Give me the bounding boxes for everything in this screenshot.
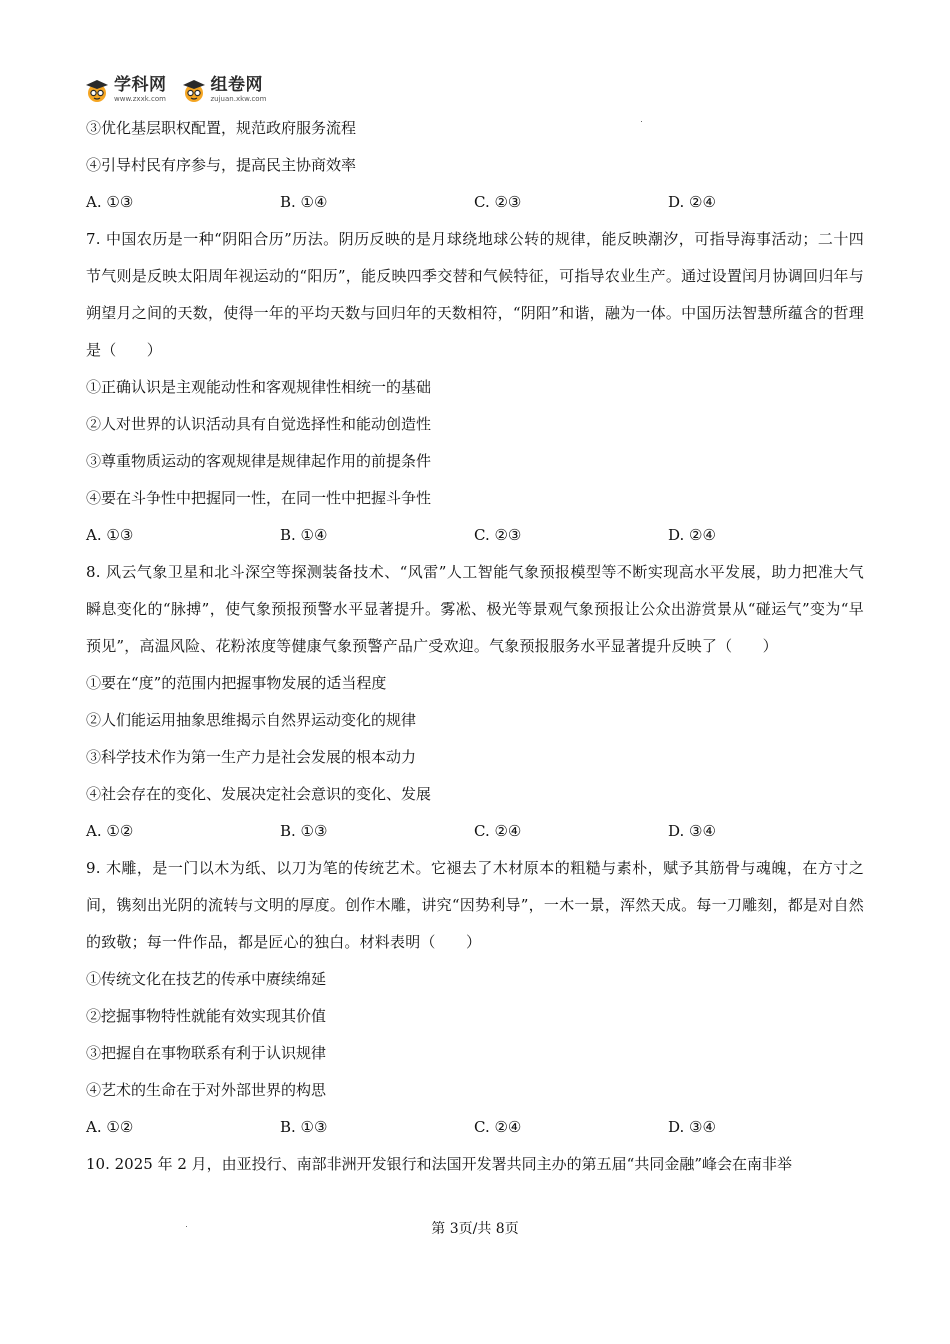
q9-option-3: ③把握自在事物联系有利于认识规律 (86, 1044, 327, 1062)
q7-choice-c: C. ②③ (474, 526, 522, 544)
q6-choice-b: B. ①④ (280, 193, 328, 211)
graduate-cap-icon (84, 77, 110, 103)
q7-option-1: ①正确认识是主观能动性和客观规律性相统一的基础 (86, 378, 432, 396)
q7-choice-b: B. ①④ (280, 526, 328, 544)
zujuanwang-logo (181, 77, 267, 103)
q6-option-3: ③优化基层职权配置，规范政府服务流程 (86, 119, 357, 137)
logo2-url: zujuan.xkw.com (210, 95, 267, 103)
q6-option-4: ④引导村民有序参与，提高民主协商效率 (86, 156, 357, 174)
q9-choice-d: D. ③④ (668, 1118, 716, 1136)
graduate-cap-icon (181, 77, 207, 103)
q8-choice-d: D. ③④ (668, 822, 716, 840)
q9-choice-a: A. ①② (86, 1118, 134, 1136)
scan-speck (641, 121, 642, 122)
q8-option-3: ③科学技术作为第一生产力是社会发展的根本动力 (86, 748, 417, 766)
q9-choices (86, 1109, 864, 1146)
header-logos (84, 74, 266, 106)
q8-choice-b: B. ①③ (280, 822, 328, 840)
q7-choice-a: A. ①③ (86, 526, 134, 544)
q9-option-4: ④艺术的生命在于对外部世界的构思 (86, 1081, 327, 1099)
q8-choice-a: A. ①② (86, 822, 134, 840)
q10-stem: 10. 2025 年 2 月，由亚投行、南部非洲开发银行和法国开发署共同主办的第五届“共同金融”峰会在南非举 (86, 1155, 792, 1173)
q7-choices (86, 517, 864, 554)
q9-stem: 9. 木雕，是一门以木为纸、以刀为笔的传统艺术。它褪去了木材原本的粗糙与素朴，赋予其筋骨与魂魄，在方寸之间，镌刻出光阴的流转与文明的厚度。创作木雕，讲究“因势利导”，一木一景，浑然天成。每一刀雕刻，都是对自然的致敬；每一件作品，都是匠心的独白。材料表明（ ） (86, 859, 864, 951)
xuekewang-logo (84, 77, 167, 103)
q8-option-2: ②人们能运用抽象思维揭示自然界运动变化的规律 (86, 711, 417, 729)
q7-choice-d: D. ②④ (668, 526, 716, 544)
logo1-name: 学科网 (114, 75, 167, 95)
q6-choice-d: D. ②④ (668, 193, 716, 211)
q7-option-3: ③尊重物质运动的客观规律是规律起作用的前提条件 (86, 452, 432, 470)
q6-choice-c: C. ②③ (474, 193, 522, 211)
q8-choices (86, 813, 864, 850)
q6-choice-a: A. ①③ (86, 193, 134, 211)
q8-option-1: ①要在“度”的范围内把握事物发展的适当程度 (86, 674, 387, 692)
q9-option-2: ②挖掘事物特性就能有效实现其价值 (86, 1007, 327, 1025)
document-body (86, 110, 864, 1183)
q8-option-4: ④社会存在的变化、发展决定社会意识的变化、发展 (86, 785, 432, 803)
q7-stem: 7. 中国农历是一种“阴阳合历”历法。阴历反映的是月球绕地球公转的规律，能反映潮汐，可指导海事活动；二十四节气则是反映太阳周年视运动的“阳历”，能反映四季交替和气候特征，可指导农业生产。通过设置闰月协调回归年与朔望月之间的天数，使得一年的平均天数与回归年的天数相符，“阴阳”和谐，融为一体。中国历法智慧所蕴含的哲理是（ ） (86, 230, 864, 359)
q6-choices (86, 184, 864, 221)
q7-option-4: ④要在斗争性中把握同一性，在同一性中把握斗争性 (86, 489, 432, 507)
q8-choice-c: C. ②④ (474, 822, 522, 840)
logo2-name: 组卷网 (210, 75, 263, 95)
q9-option-1: ①传统文化在技艺的传承中赓续绵延 (86, 970, 327, 988)
q9-choice-c: C. ②④ (474, 1118, 522, 1136)
logo1-url: www.zxxk.com (114, 95, 166, 103)
q8-stem: 8. 风云气象卫星和北斗深空等探测装备技术、“风雷”人工智能气象预报模型等不断实现高水平发展，助力把准大气瞬息变化的“脉搏”，使气象预报预警水平显著提升。雾凇、极光等景观气象预报让公众出游赏景从“碰运气”变为“早预见”，高温风险、花粉浓度等健康气象预警产品广受欢迎。气象预报服务水平显著提升反映了（ ） (86, 563, 864, 655)
q7-option-2: ②人对世界的认识活动具有自觉选择性和能动创造性 (86, 415, 432, 433)
q9-choice-b: B. ①③ (280, 1118, 328, 1136)
page-number: 第 3页/共 8页 (431, 1221, 519, 1237)
